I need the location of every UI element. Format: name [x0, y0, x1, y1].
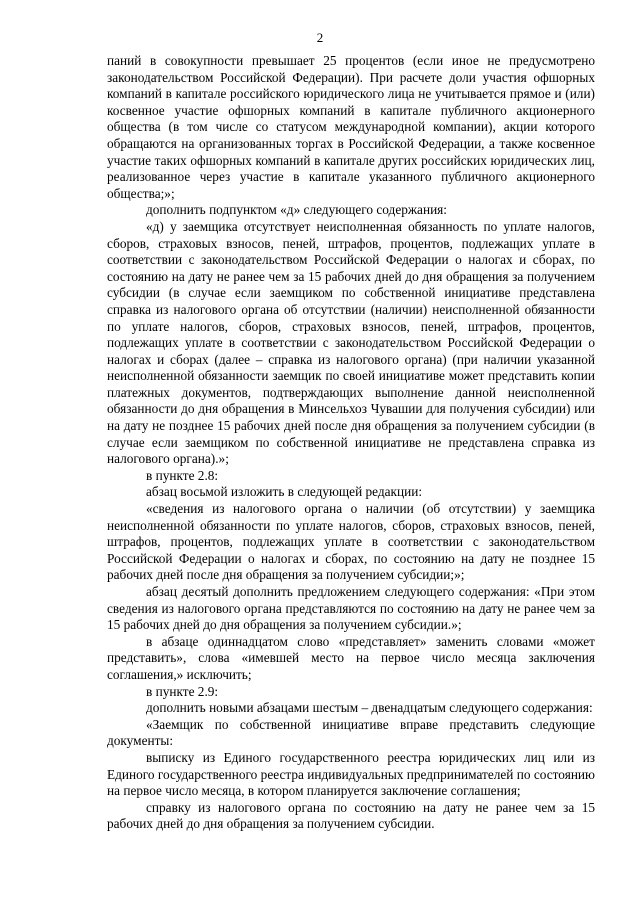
- paragraph: «Заемщик по собственной инициативе вправе представить следующие документы:: [107, 716, 595, 749]
- paragraph: «сведения из налогового органа о наличии (об отсутствии) у заемщика неисполненной обязанности по уплате налогов, сборов, страховых взносов, пеней, штрафов, процентов, подлежащих уплате в соответствии с законодательством Российской Федерации о налогах и сборах, по состоянию на дату не позднее 15 рабочих дней после дня обращения за получением субсидии;»;: [107, 501, 595, 583]
- paragraph: в пункте 2.8:: [146, 467, 219, 483]
- paragraph: в пункте 2.9:: [146, 683, 219, 699]
- paragraph: паний в совокупности превышает 25 процентов (если иное не предусмотрено законодательством Российской Федерации). При расчете доли участия офшорных компаний в капитале российского юридического лица не учитывается прямое и (или) косвенное участие офшорных компаний в капитале публичного акционерного общества (в том числе со статусом международной компании), акции которого обращаются на организованных торгах в Российской Федерации, а также косвенное участие таких офшорных компаний в капитале других российских юридических лиц, реализованное через участие в капитале указанного публичного акционерного общества;»;: [107, 53, 595, 201]
- page-number: 2: [316, 30, 324, 45]
- paragraph: дополнить подпунктом «д» следующего содержания:: [146, 202, 447, 218]
- paragraph: «д) у заемщика отсутствует неисполненная обязанность по уплате налогов, сборов, страховых взносов, пеней, штрафов, процентов, подлежащих уплате в соответствии с законодательством Российской Федерации о налогах и сборах, по состоянию на дату не ранее чем за 15 рабочих дней до дня обращения за получением субсидии (в случае если заемщиком по собственной инициативе представлена справка из налогового органа об отсутствии (наличии) неисполненной обязанности по уплате налогов, сборов, страховых взносов, пеней, штрафов, процентов, подлежащих уплате в соответствии с законодательством Российской Федерации о налогах и сборах (далее – справка из налогового органа) (при наличии указанной неисполненной обязанности заемщик по своей инициативе может представить копии платежных документов, подтверждающих выполнение данной неисполненной обязанности до дня обращения в Минсельхоз Чувашии для получения субсидии) или на дату не позднее 15 рабочих дней после дня обращения за получением субсидии (в случае если заемщиком по собственной инициативе не представлена справка из налогового органа).»;: [107, 218, 595, 467]
- paragraph: абзац десятый дополнить предложением следующего содержания: «При этом сведения из налогового органа представляются по состоянию на дату не ранее чем за 15 рабочих дней до дня обращения за получением субсидии.»;: [107, 584, 595, 633]
- paragraph: выписку из Единого государственного реестра юридических лиц или из Единого государственного реестра индивидуальных предпринимателей по состоянию на первое число месяца, в котором планируется заключение соглашения;: [107, 749, 595, 799]
- paragraph: дополнить новыми абзацами шестым – двенадцатым следующего содержания:: [146, 700, 593, 716]
- document-body: [107, 53, 595, 833]
- paragraph: абзац восьмой изложить в следующей редакции:: [146, 484, 423, 500]
- paragraph: справку из налогового органа по состоянию на дату не ранее чем за 15 рабочих дней до дня обращения за получением субсидии.: [107, 799, 595, 832]
- paragraph: в абзаце одиннадцатом слово «представляет» заменить словами «может представить», слова «имевшей место на первое число месяца заключения соглашения,» исключить;: [107, 633, 595, 682]
